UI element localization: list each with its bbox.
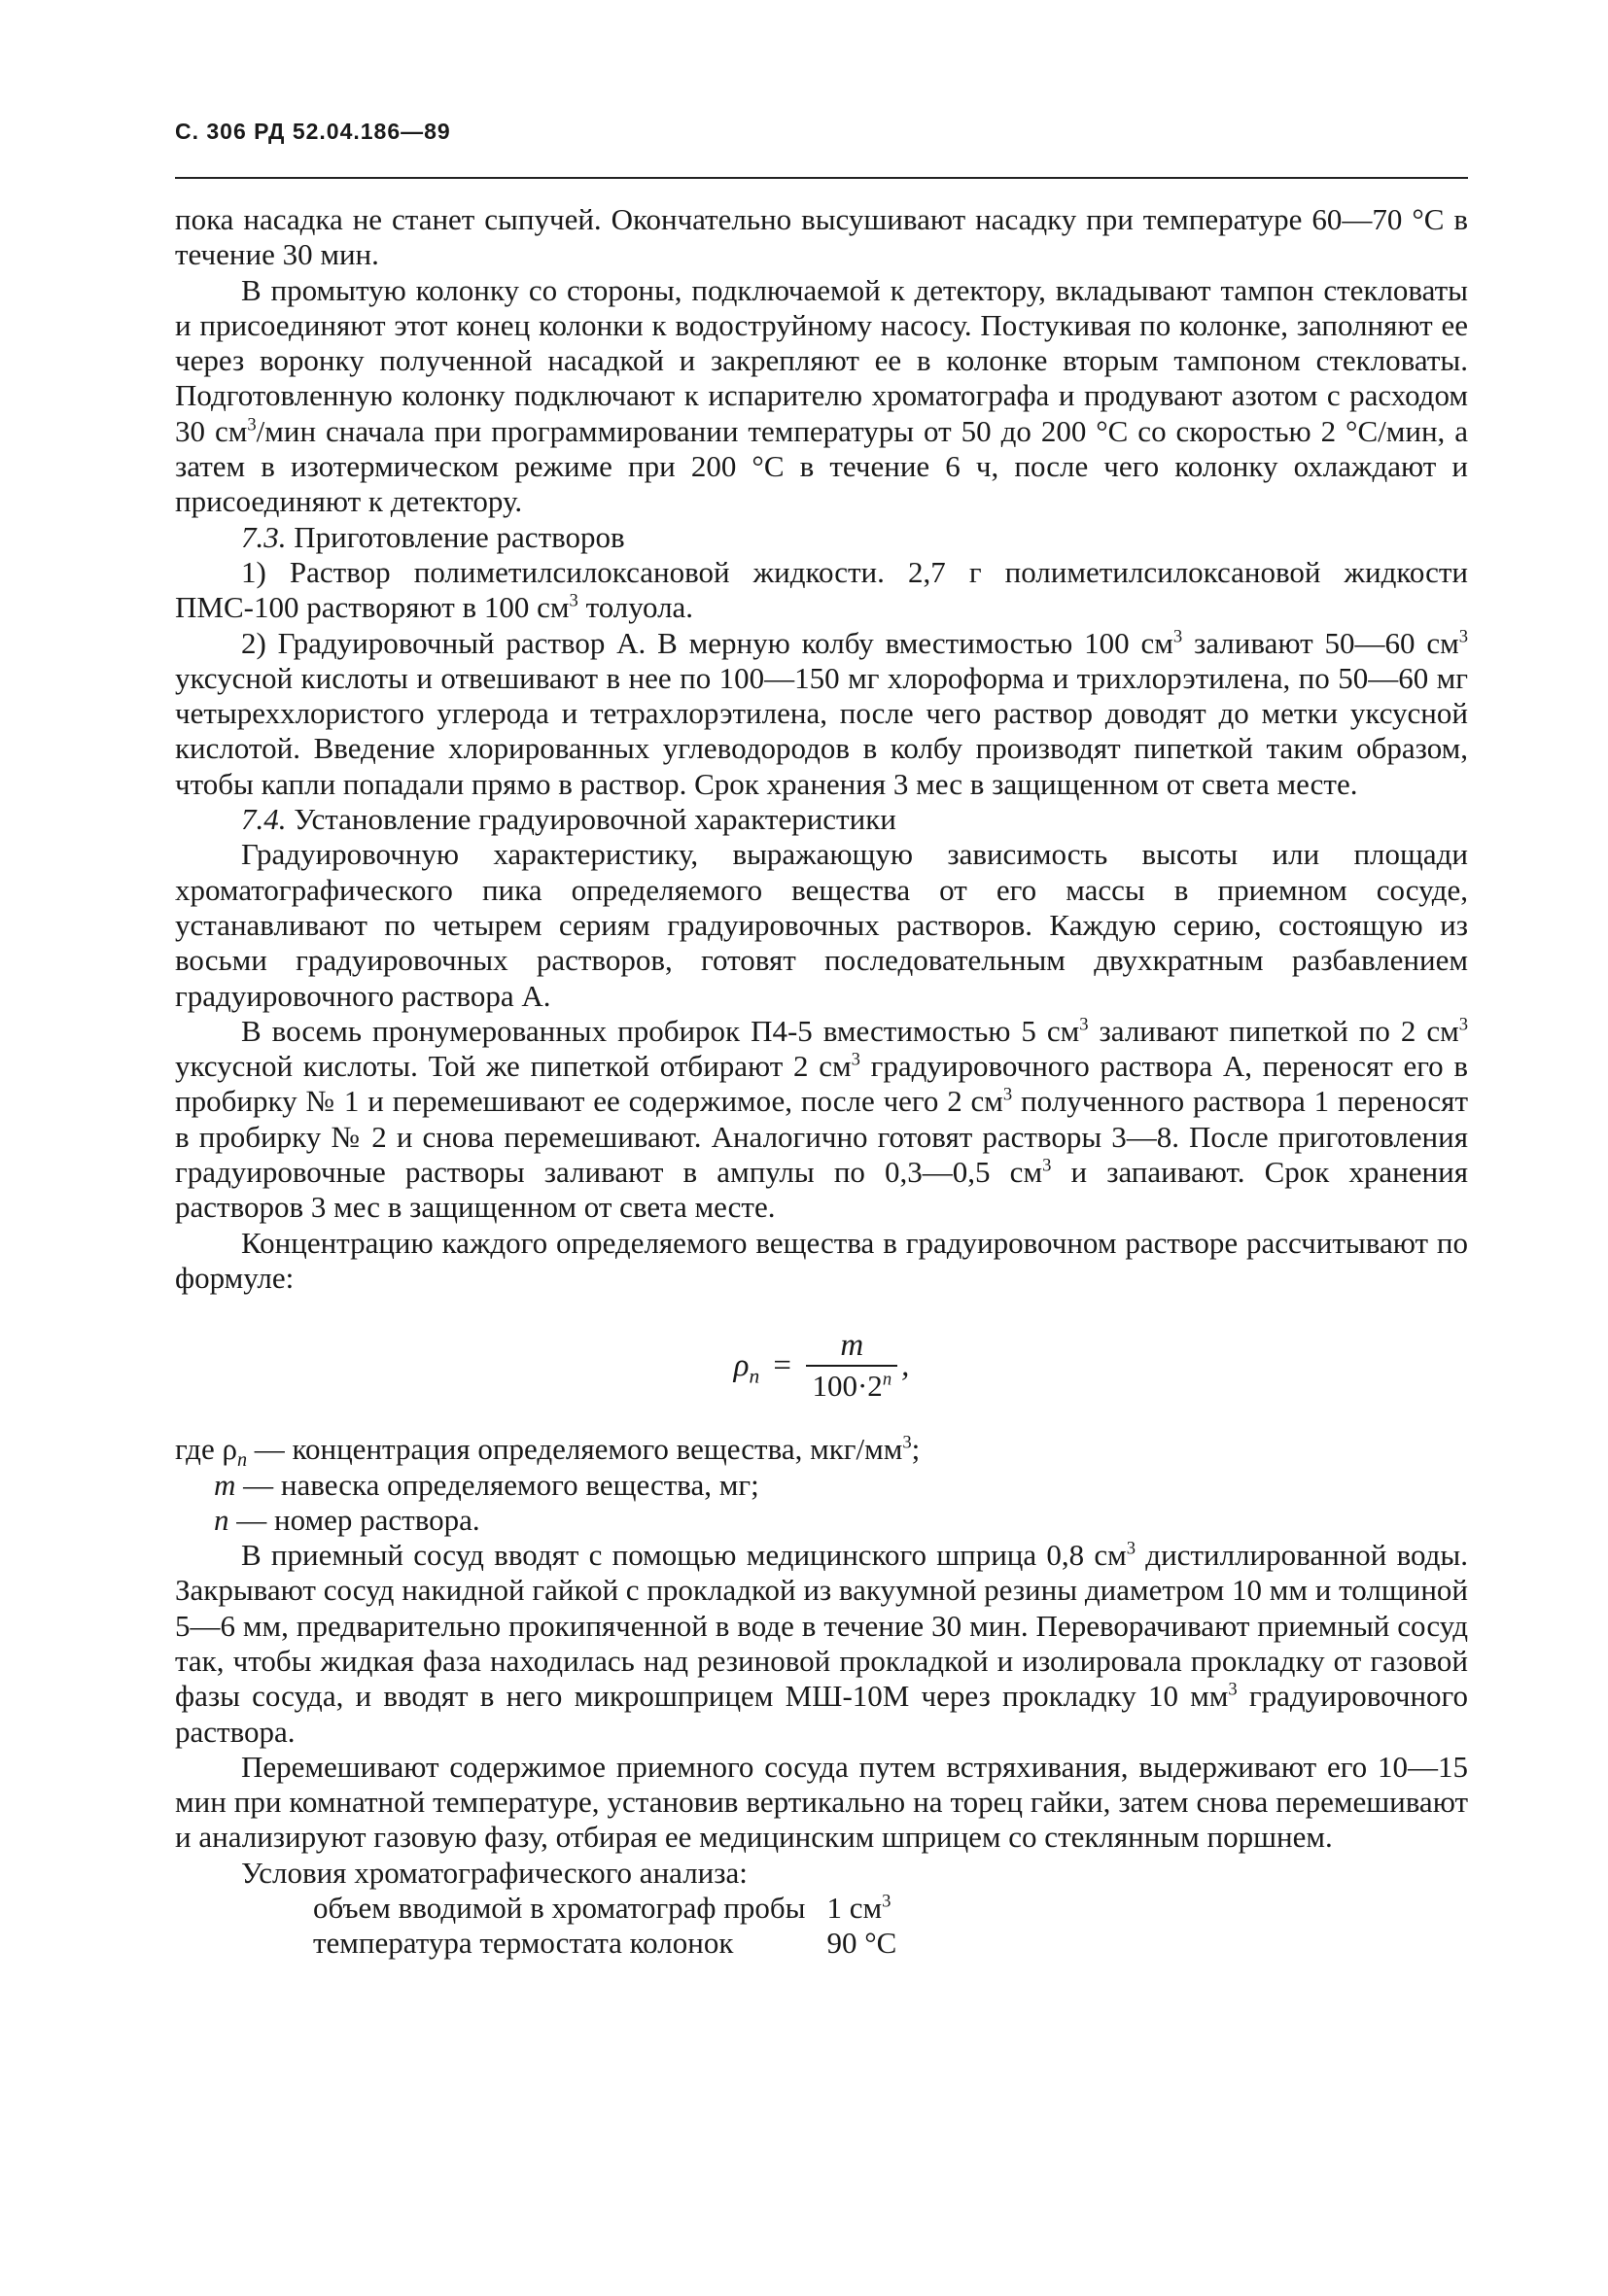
formula-definitions [175,1432,1468,1538]
formula-trail: , [901,1348,910,1384]
paragraphs-before-formula [175,202,1468,1296]
paragraph-p3: 7.3. Приготовление растворов [241,519,625,554]
formula-equals: = [771,1348,793,1384]
paragraph-p12: Условия хроматографического анализа: [241,1855,748,1890]
paragraph-p8: В восемь пронумерованных пробирок П4-5 вместимостью 5 $см^3$ заливают пипеткой по 2 $см^3$ уксусной кислоты. Той же пипеткой отбирают 2 $см^3$ градуировочного раствора А, переносят его в пробирку № 1 и перемешивают ее содержимое, после чего 2 $см^3$ полученного раствора 1 переносят в пробирку № 2 и снова перемешивают. Аналогично готовят растворы 3—8. После приготовления градуировочные растворы заливают в ампулы по 0,3—0,5 $см^3$ и запаивают. Срок хранения растворов 3 мес в защищенном от света месте. [175,1013,1468,1225]
conditions-table [313,1891,896,1961]
paragraphs-after-formula [175,1538,1468,1891]
condition-value: 1 $см^3$ [826,1891,891,1926]
condition-row [313,1926,896,1961]
condition-row [313,1891,896,1926]
paragraph-p5: 2) Градуировочный раствор А. В мерную колбу вместимостью 100 $см^3$ заливают 50—60 $см^3$ уксусной кислоты и отвешивают в нее по 100—150 мг хлороформа и трихлорэтилена, по 50—60 мг четыреххлористого углерода и тетрахлорэтилена, после чего раствор доводят до метки уксусной кислотой. Введение хлорированных углеводородов в колбу производят пипеткой таким образом, чтобы капли попадали прямо в раствор. Срок хранения 3 мес в защищенном от света месте. [175,625,1468,801]
formula-numerator: m [840,1327,864,1363]
paragraph-p11: Перемешивают содержимое приемного сосуда путем встряхивания, выдерживают его 10—15 мин при комнатной температуре, установив вертикально на торец гайки, затем снова перемешивают и анализируют газовую фазу, отбирая ее медицинским шприцем со стеклянным поршнем. [175,1749,1468,1855]
formula-lhs: $\rho_n$ [733,1348,760,1388]
formula-denominator: $100\cdot 2^n$ [806,1365,897,1404]
formula-fraction [806,1328,897,1405]
paragraph-p7: Градуировочную характеристику, выражающую зависимость высоты или площади хроматографического пика определяемого вещества от его массы в приемном сосуде, устанавливают по четырем сериям градуировочных растворов. Каждую серию, состоящую из восьми градуировочных растворов, готовят последовательным двухкратным разбавлением градуировочного раствора А. [175,837,1468,1013]
paragraph-p4: 1) Раствор полиметилсилоксановой жидкости. 2,7 г полиметилсилоксановой жидкости ПМС-100 растворяют в 100 $см^3$ толуола. [175,554,1468,625]
concentration-formula [175,1317,1468,1414]
paragraph-p1: пока насадка не станет сыпучей. Окончательно высушивают насадку при температуре 60—70 °С в течение 30 мин. [175,202,1468,272]
page-header: С. 306 РД 52.04.186—89 [175,119,451,144]
header-rule [175,177,1468,179]
paragraph-d2: m — навеска определяемого вещества, мг; [214,1467,759,1502]
paragraph-d3: n — номер раствора. [214,1502,480,1537]
paragraph-d1: где $\rho_n$ — концентрация определяемого вещества, мкг/$мм^3$; [175,1432,921,1472]
paragraph-p2: В промытую колонку со стороны, подключаемой к детектору, вкладывают тампон стекловаты и присоединяют этот конец колонки к водоструйному насосу. Постукивая по колонке, заполняют ее через воронку полученной насадкой и закрепляют ее в колонке вторым тампоном стекловаты. Подготовленную колонку подключают к испарителю хроматографа и продувают азотом с расходом 30 $см^3$/мин сначала при программировании температуры от 50 до 200 °С со скоростью 2 °С/мин, а затем в изотермическом режиме при 200 °С в течение 6 ч, после чего колонку охлаждают и присоединяют к детектору. [175,272,1468,519]
paragraph-p6: 7.4. Установление градуировочной характеристики [241,802,896,837]
condition-value: 90 °С [826,1926,897,1961]
document-body [175,202,1468,1961]
paragraph-p10: В приемный сосуд вводят с помощью медицинского шприца 0,8 $см^3$ дистиллированной воды. Закрывают сосуд накидной гайкой с прокладкой из вакуумной резины диаметром 10 мм и толщиной 5—6 мм, предварительно прокипяченной в воде в течение 30 мин. Переворачивают приемный сосуд так, чтобы жидкая фаза находилась над резиновой прокладкой и изолировала прокладку от газовой фазы сосуда, и вводят в него микрошприцем МШ-10М через прокладку 10 $мм^3$ градуировочного раствора. [175,1538,1468,1749]
condition-label: объем вводимой в хроматограф пробы [313,1891,806,1926]
condition-label: температура термостата колонок [313,1926,734,1961]
paragraph-p9: Концентрацию каждого определяемого вещества в градуировочном растворе рассчитывают по формуле: [175,1225,1468,1295]
